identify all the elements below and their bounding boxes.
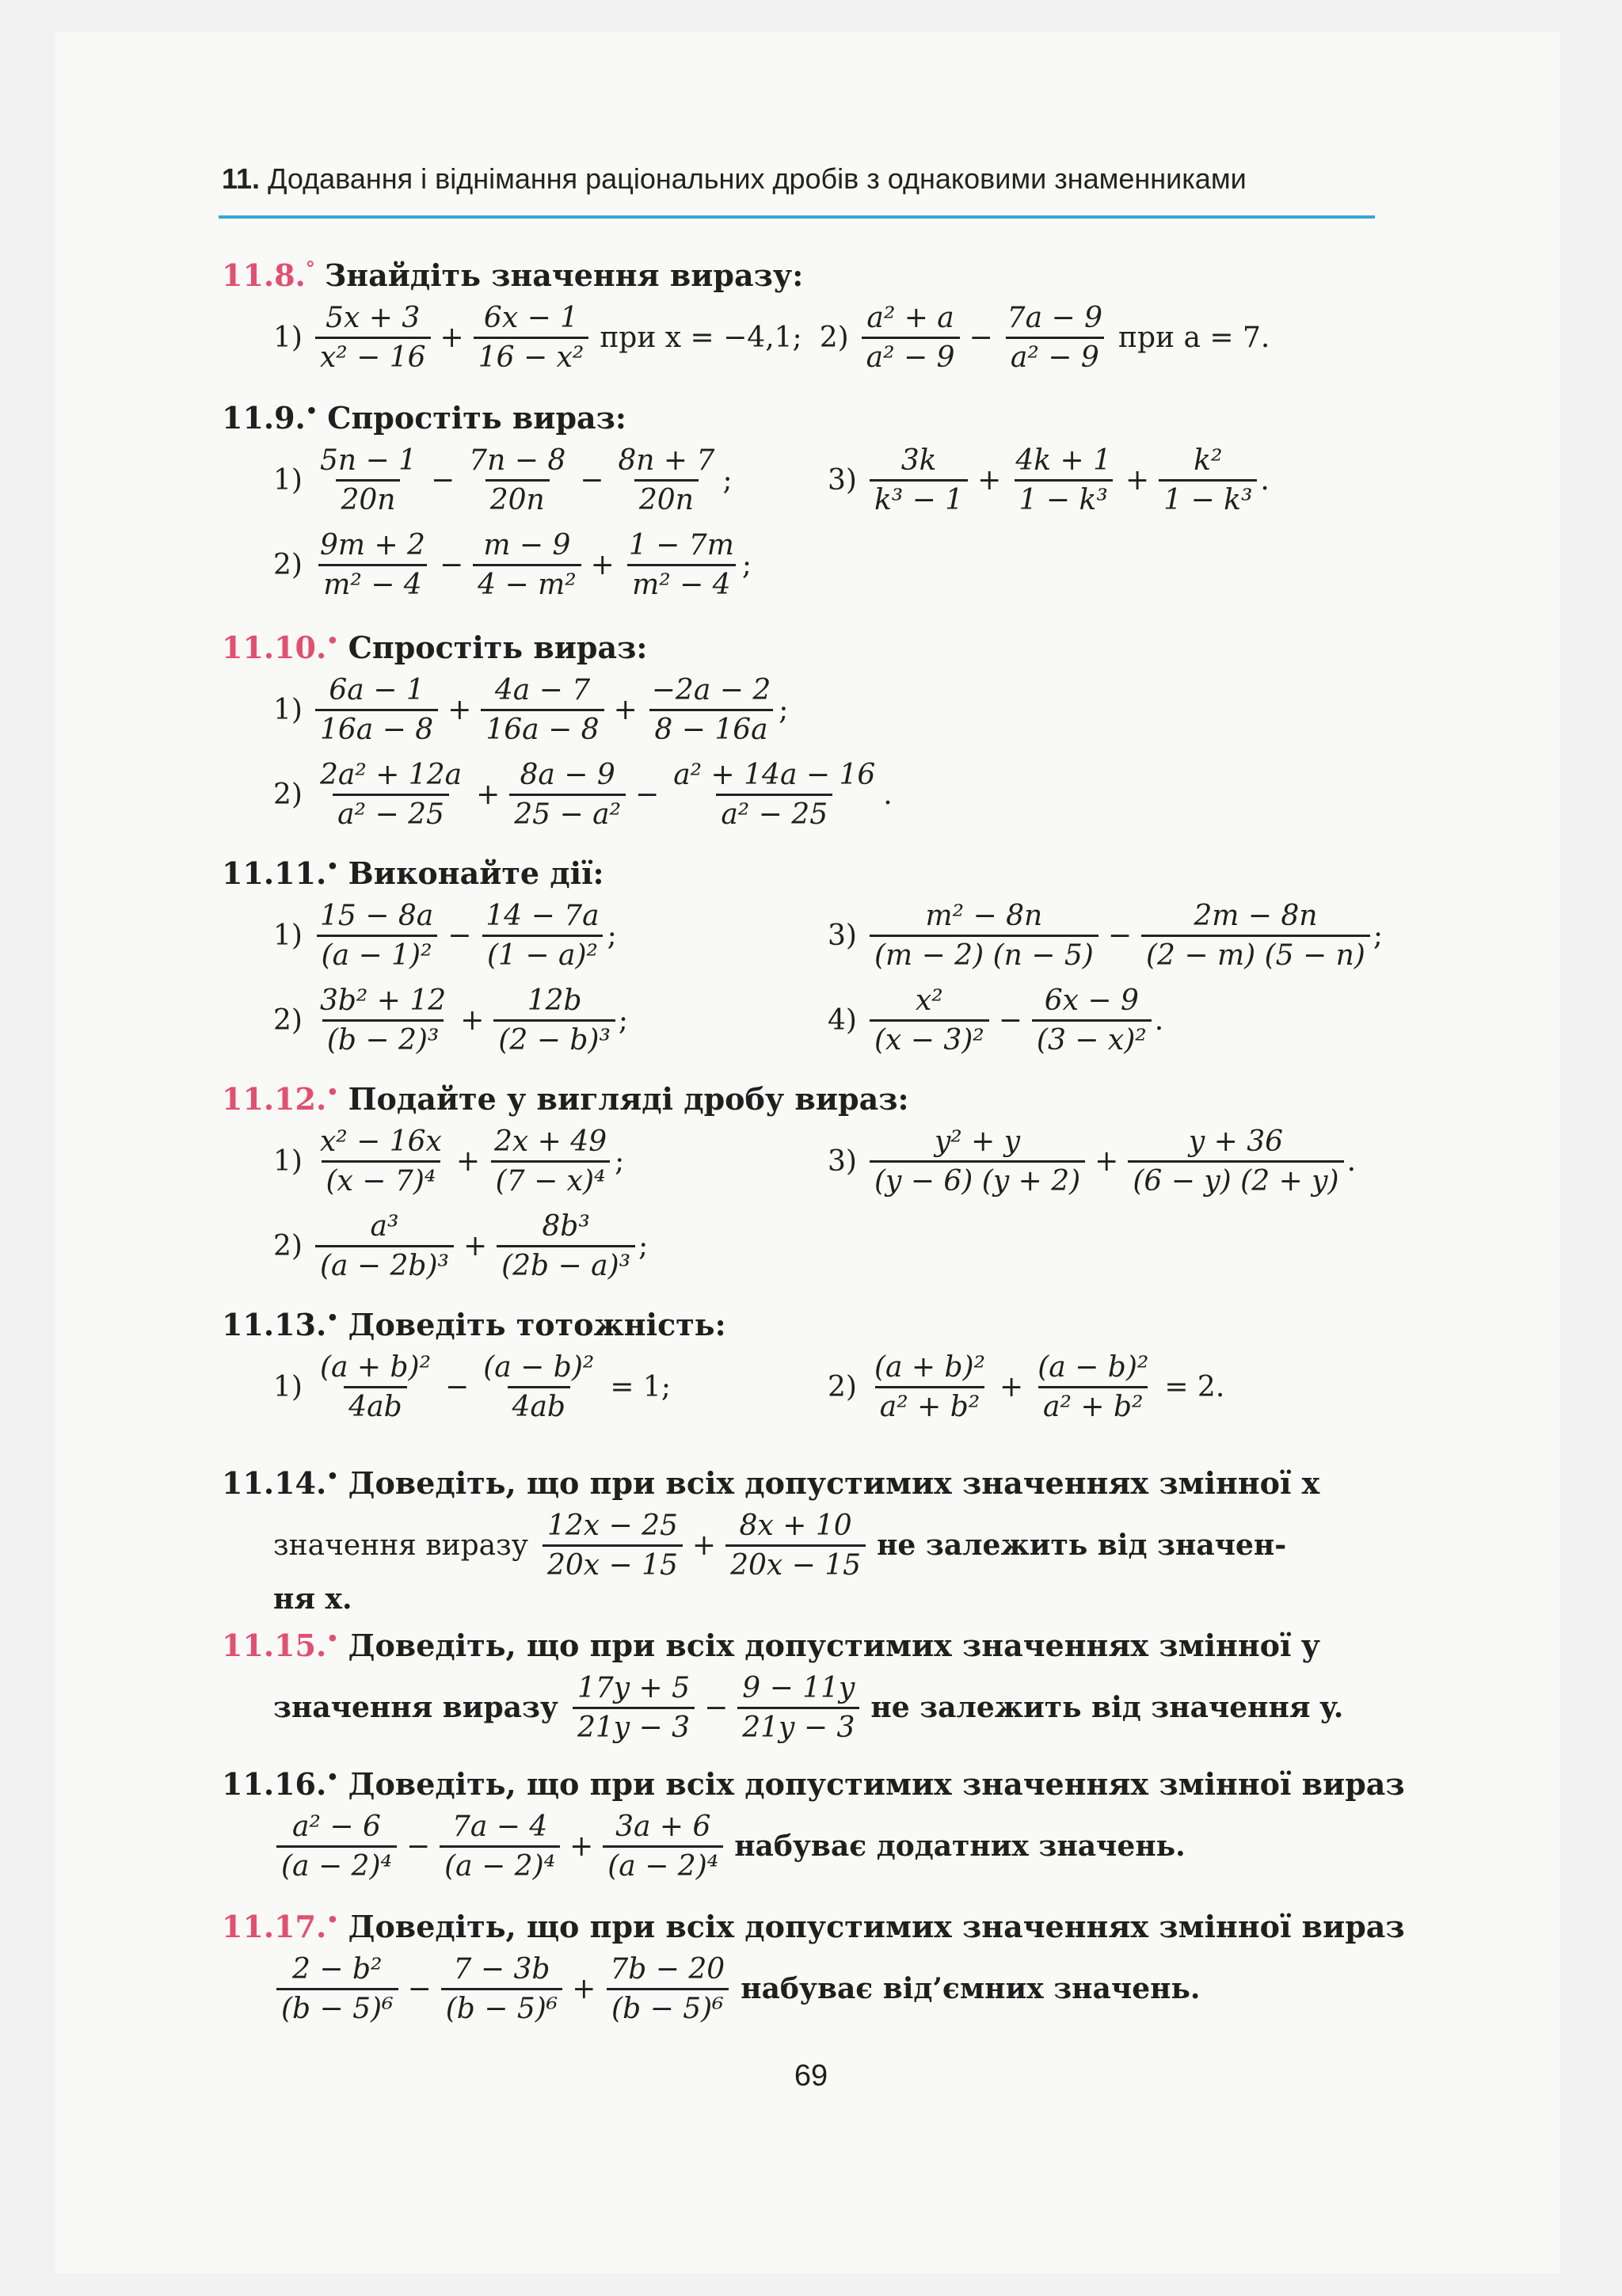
task-number: 11.14.• xyxy=(222,1464,339,1501)
subtask-2: 2) $\frac{\text{2a² + 12a}}{\text{a² − 25}}$ + $\frac{8a - 9}{\text{25 − a²}}$ − $\frac{\text{a² + 14a − 16}}{\text{a² − 25}}$ . xyxy=(273,758,893,832)
subtask-2: 2) $\frac{\text{3b² + 12}}{\text{(b − 2)³}}$ + $\frac{12b}{\text{(2 − b)³}}$ ; xyxy=(273,984,629,1057)
running-header xyxy=(222,162,1370,196)
subtask-1: 1) $\frac{6a - 1}{16a - 8}$ + $\frac{4a - 7}{16a - 8}$ + $\frac{-2a - 2}{8 - 16a}$ ; xyxy=(273,673,789,746)
subtask-label: 2) xyxy=(819,321,849,354)
subtask-4: 4) $\frac{\text{x²}}{\text{(x − 3)²}}$ − $\frac{6x - 9}{\text{(3 − x)²}}$ . xyxy=(828,984,1164,1057)
task-instruction: Доведіть тотожність: xyxy=(348,1307,726,1342)
fraction: $\frac{\text{(a + b)²}}{4ab}$ xyxy=(319,1350,432,1423)
fraction: $\frac{4a - 7}{16a - 8}$ xyxy=(481,673,603,747)
fraction: $\frac{\text{a³}}{\text{(a − 2b)³}}$ xyxy=(315,1209,454,1283)
fraction: $\frac{\text{(a + b)²}}{\text{a² + b²}}$ xyxy=(874,1350,986,1423)
fraction: $\frac{17y + 5}{21y - 3}$ xyxy=(573,1671,695,1745)
subtask-1: 1) $\frac{15 - 8a}{\text{(a − 1)²}}$ − $\frac{14 - 7a}{\text{(1 − a)²}}$ ; xyxy=(273,899,617,972)
fraction: $\frac{7a - 9}{\text{a² − 9}}$ xyxy=(1007,301,1102,374)
fraction: $\frac{\text{y² + y}}{(y - 6) (y + 2)}$ xyxy=(870,1125,1085,1198)
task-11-9 xyxy=(222,400,1270,602)
task-text: Доведіть, що при всіх допустимих значеннях змінної x xyxy=(348,1465,1320,1501)
fraction: $\frac{\text{2a² + 12a}}{\text{a² − 25}}$ xyxy=(319,758,463,832)
task-instruction: Спростіть вираз: xyxy=(348,630,648,665)
text: не залежить від значен- xyxy=(877,1528,1287,1562)
fraction: $\frac{2m - 8n}{(2 - m) (5 - n)}$ xyxy=(1141,899,1370,973)
fraction: $\frac{7a - 4}{\text{(a − 2)⁴}}$ xyxy=(440,1810,560,1883)
subtask-2: 2) $\frac{\text{a³}}{\text{(a − 2b)³}}$ + $\frac{\text{8b³}}{\text{(2b − a)³}}$ ; xyxy=(273,1209,649,1283)
fraction: $\frac{\text{a² + a}}{\text{a² − 9}}$ xyxy=(862,301,960,375)
task-number: 11.13.• xyxy=(222,1306,339,1342)
task-instruction: Знайдіть значення виразу: xyxy=(324,257,804,293)
fraction: $\frac{8a - 9}{\text{25 − a²}}$ xyxy=(509,758,626,832)
fraction: $\frac{\text{3b² + 12}}{\text{(b − 2)³}}$ xyxy=(319,984,447,1057)
task-11-10 xyxy=(222,630,893,832)
fraction: $\frac{y + 36}{(6 - y) (2 + y)}$ xyxy=(1128,1125,1343,1198)
text: не залежить від значення y. xyxy=(870,1690,1344,1724)
task-number: 11.17.• xyxy=(222,1908,339,1944)
task-number: 11.9.• xyxy=(222,399,318,436)
fraction: $\frac{\text{8b³}}{\text{(2b − a)³}}$ xyxy=(497,1209,635,1283)
task-text: Доведіть, що при всіх допустимих значеннях змінної вираз xyxy=(348,1909,1405,1944)
condition: при a = 7. xyxy=(1118,321,1270,354)
subtask-2 xyxy=(820,301,1270,375)
task-11-16: 11.16.• Доведіть, що при всіх допустимих значеннях змінної вираз $\frac{\text{a² − 6}}{\text{(a − 2)⁴}}$ − $\frac{7a - 4}{\text{(a − 2)⁴}}$ + $\frac{3a + 6}{\text{(a − 2)⁴}}$ набуває додатних значень. xyxy=(222,1765,1405,1883)
task-11-8 xyxy=(222,257,1270,375)
fraction: $\frac{14 - 7a}{\text{(1 − a)²}}$ xyxy=(481,899,603,973)
task-number: 11.12.• xyxy=(222,1080,339,1117)
fraction: $\frac{7b - 20}{\text{(b − 5)⁶}}$ xyxy=(605,1952,729,2026)
fraction: $\frac{7n - 8}{20n}$ xyxy=(469,444,566,516)
fraction: $\frac{\text{a² − 6}}{\text{(a − 2)⁴}}$ xyxy=(276,1810,397,1883)
subtask-label: 1) xyxy=(273,321,303,354)
fraction: $\frac{-2a - 2}{8 - 16a}$ xyxy=(647,673,776,747)
task-number: 11.10.• xyxy=(222,629,339,665)
task-number: 11.8.° xyxy=(222,257,315,293)
fraction: $\frac{5x + 3}{\text{x² − 16}}$ xyxy=(315,301,431,375)
header-number: 11. xyxy=(222,162,261,195)
fraction: $\frac{6a - 1}{16a - 8}$ xyxy=(315,673,438,747)
fraction: $\frac{\text{x² − 16x}}{\text{(x − 7)⁴}}$ xyxy=(319,1125,442,1197)
subtask-3: 3) $\frac{\text{y² + y}}{(y - 6) (y + 2)}$ + $\frac{y + 36}{(6 - y) (2 + y)}$ . xyxy=(828,1125,1357,1197)
task-number: 11.11.• xyxy=(222,855,339,891)
subtask-2: 2) $\frac{\text{(a + b)²}}{\text{a² + b²}}$ + $\frac{\text{(a − b)²}}{\text{a² + b²}}$ = 2. xyxy=(828,1350,1225,1423)
subtask-1 xyxy=(273,301,802,375)
fraction: $\frac{8n + 7}{20n}$ xyxy=(618,444,715,516)
task-11-11 xyxy=(222,855,1383,1057)
fraction: $\frac{1 - 7m}{\text{m² − 4}}$ xyxy=(628,528,734,602)
task-11-17: 11.17.• Доведіть, що при всіх допустимих значеннях змінної вираз $\frac{\text{2 − b²}}{\text{(b − 5)⁶}}$ − $\frac{7 - 3b}{\text{(b − 5)⁶}}$ + $\frac{7b - 20}{\text{(b − 5)⁶}}$ набуває від’ємних значень. xyxy=(222,1908,1405,2025)
fraction: $\frac{12x - 25}{20x - 15}$ xyxy=(543,1509,683,1582)
subtask-1: 1) $\frac{\text{x² − 16x}}{\text{(x − 7)⁴}}$ + $\frac{2x + 49}{\text{(7 − x)⁴}}$ ; xyxy=(273,1125,625,1197)
fraction: $\frac{5n - 1}{20n}$ xyxy=(319,444,417,516)
task-11-13 xyxy=(222,1307,1224,1424)
header-title: Додавання і віднімання раціональних дробів з однаковими знаменниками xyxy=(268,162,1247,195)
subtask-2: 2) $\frac{9m + 2}{\text{m² − 4}}$ − $\frac{m - 9}{\text{4 − m²}}$ + $\frac{1 - 7m}{\text{m² − 4}}$ ; xyxy=(273,528,752,602)
fraction: $\frac{2x + 49}{\text{(7 − x)⁴}}$ xyxy=(489,1125,611,1198)
fraction: $\frac{15 - 8a}{\text{(a − 1)²}}$ xyxy=(315,899,438,973)
header-rule xyxy=(219,215,1375,219)
fraction: $\frac{4k + 1}{\text{1 − k³}}$ xyxy=(1015,444,1112,516)
fraction: $\frac{8x + 10}{20x - 15}$ xyxy=(725,1509,866,1582)
task-instruction: Подайте у вигляді дробу вираз: xyxy=(348,1081,909,1117)
fraction: $\frac{3k}{\text{k³ − 1}}$ xyxy=(870,444,968,517)
fraction: $\frac{\text{m² − 8n}}{(m - 2) (n - 5)}$ xyxy=(870,899,1098,973)
task-number: 11.15.• xyxy=(222,1627,339,1663)
fraction: $\frac{6x - 9}{\text{(3 − x)²}}$ xyxy=(1032,984,1152,1057)
fraction: $\frac{\text{(a − b)²}}{4ab}$ xyxy=(483,1350,595,1423)
task-11-15: 11.15.• Доведіть, що при всіх допустимих значеннях змінної y значення виразу $\frac{17y + 5}{21y - 3}$ − $\frac{9 - 11y}{21y - 3}$ не залежить від значення y. xyxy=(222,1627,1344,1744)
task-text: Доведіть, що при всіх допустимих значеннях змінної y xyxy=(348,1628,1319,1663)
text: набуває від’ємних значень. xyxy=(741,1971,1201,2005)
subtask-1: 1) $\frac{\text{(a + b)²}}{4ab}$ − $\frac{\text{(a − b)²}}{4ab}$ = 1; xyxy=(273,1350,671,1423)
subtask-1: 1) $\frac{5n - 1}{20n}$ − $\frac{7n - 8}{20n}$ − $\frac{8n + 7}{20n}$ ; xyxy=(273,444,733,516)
task-number: 11.16.• xyxy=(222,1765,339,1802)
task-11-12 xyxy=(222,1081,1356,1283)
fraction: $\frac{\text{a² + 14a − 16}}{\text{a² − 25}}$ xyxy=(673,758,876,832)
text: значення виразу xyxy=(273,1690,558,1724)
page-number: 69 xyxy=(794,2059,828,2092)
fraction: $\frac{\text{k²}}{\text{1 − k³}}$ xyxy=(1159,444,1257,517)
task-instruction: Виконайте дії: xyxy=(348,855,604,891)
text: ня x. xyxy=(273,1582,352,1616)
text: значення виразу xyxy=(273,1529,528,1562)
fraction: $\frac{9m + 2}{\text{m² − 4}}$ xyxy=(319,528,425,602)
task-instruction: Спростіть вираз: xyxy=(327,400,626,436)
fraction: $\frac{9 - 11y}{21y - 3}$ xyxy=(737,1671,859,1745)
subtask-3: 3) $\frac{\text{m² − 8n}}{(m - 2) (n - 5)}$ − $\frac{2m - 8n}{(2 - m) (5 - n)}$ ; xyxy=(828,899,1383,972)
fraction: $\frac{12b}{\text{(2 − b)³}}$ xyxy=(493,984,615,1057)
fraction: $\frac{6x - 1}{\text{16 − x²}}$ xyxy=(474,301,589,375)
subtask-3: 3) $\frac{3k}{\text{k³ − 1}}$ + $\frac{4k + 1}{\text{1 − k³}}$ + $\frac{\text{k²}}{\text{1 − k³}}$ . xyxy=(828,444,1270,516)
fraction: $\frac{\text{2 − b²}}{\text{(b − 5)⁶}}$ xyxy=(276,1952,398,2026)
operator: − xyxy=(969,321,993,354)
text: набуває додатних значень. xyxy=(734,1829,1186,1863)
task-11-14: 11.14.• Доведіть, що при всіх допустимих значеннях змінної x значення виразу $\frac{12x - 25}{20x - 15}$ + $\frac{8x + 10}{20x - 15}$ не залежить від значен- ня x. xyxy=(222,1464,1320,1616)
operator: + xyxy=(440,321,464,354)
condition: при x = −4,1; xyxy=(600,321,802,354)
fraction: $\frac{m - 9}{\text{4 − m²}}$ xyxy=(473,528,581,602)
fraction: $\frac{\text{(a − b)²}}{\text{a² + b²}}$ xyxy=(1038,1350,1149,1423)
fraction: $\frac{3a + 6}{\text{(a − 2)⁴}}$ xyxy=(603,1810,723,1883)
fraction: $\frac{\text{x²}}{\text{(x − 3)²}}$ xyxy=(870,984,989,1057)
fraction: $\frac{7 - 3b}{\text{(b − 5)⁶}}$ xyxy=(441,1952,563,2026)
task-text: Доведіть, що при всіх допустимих значеннях змінної вираз xyxy=(348,1766,1405,1802)
